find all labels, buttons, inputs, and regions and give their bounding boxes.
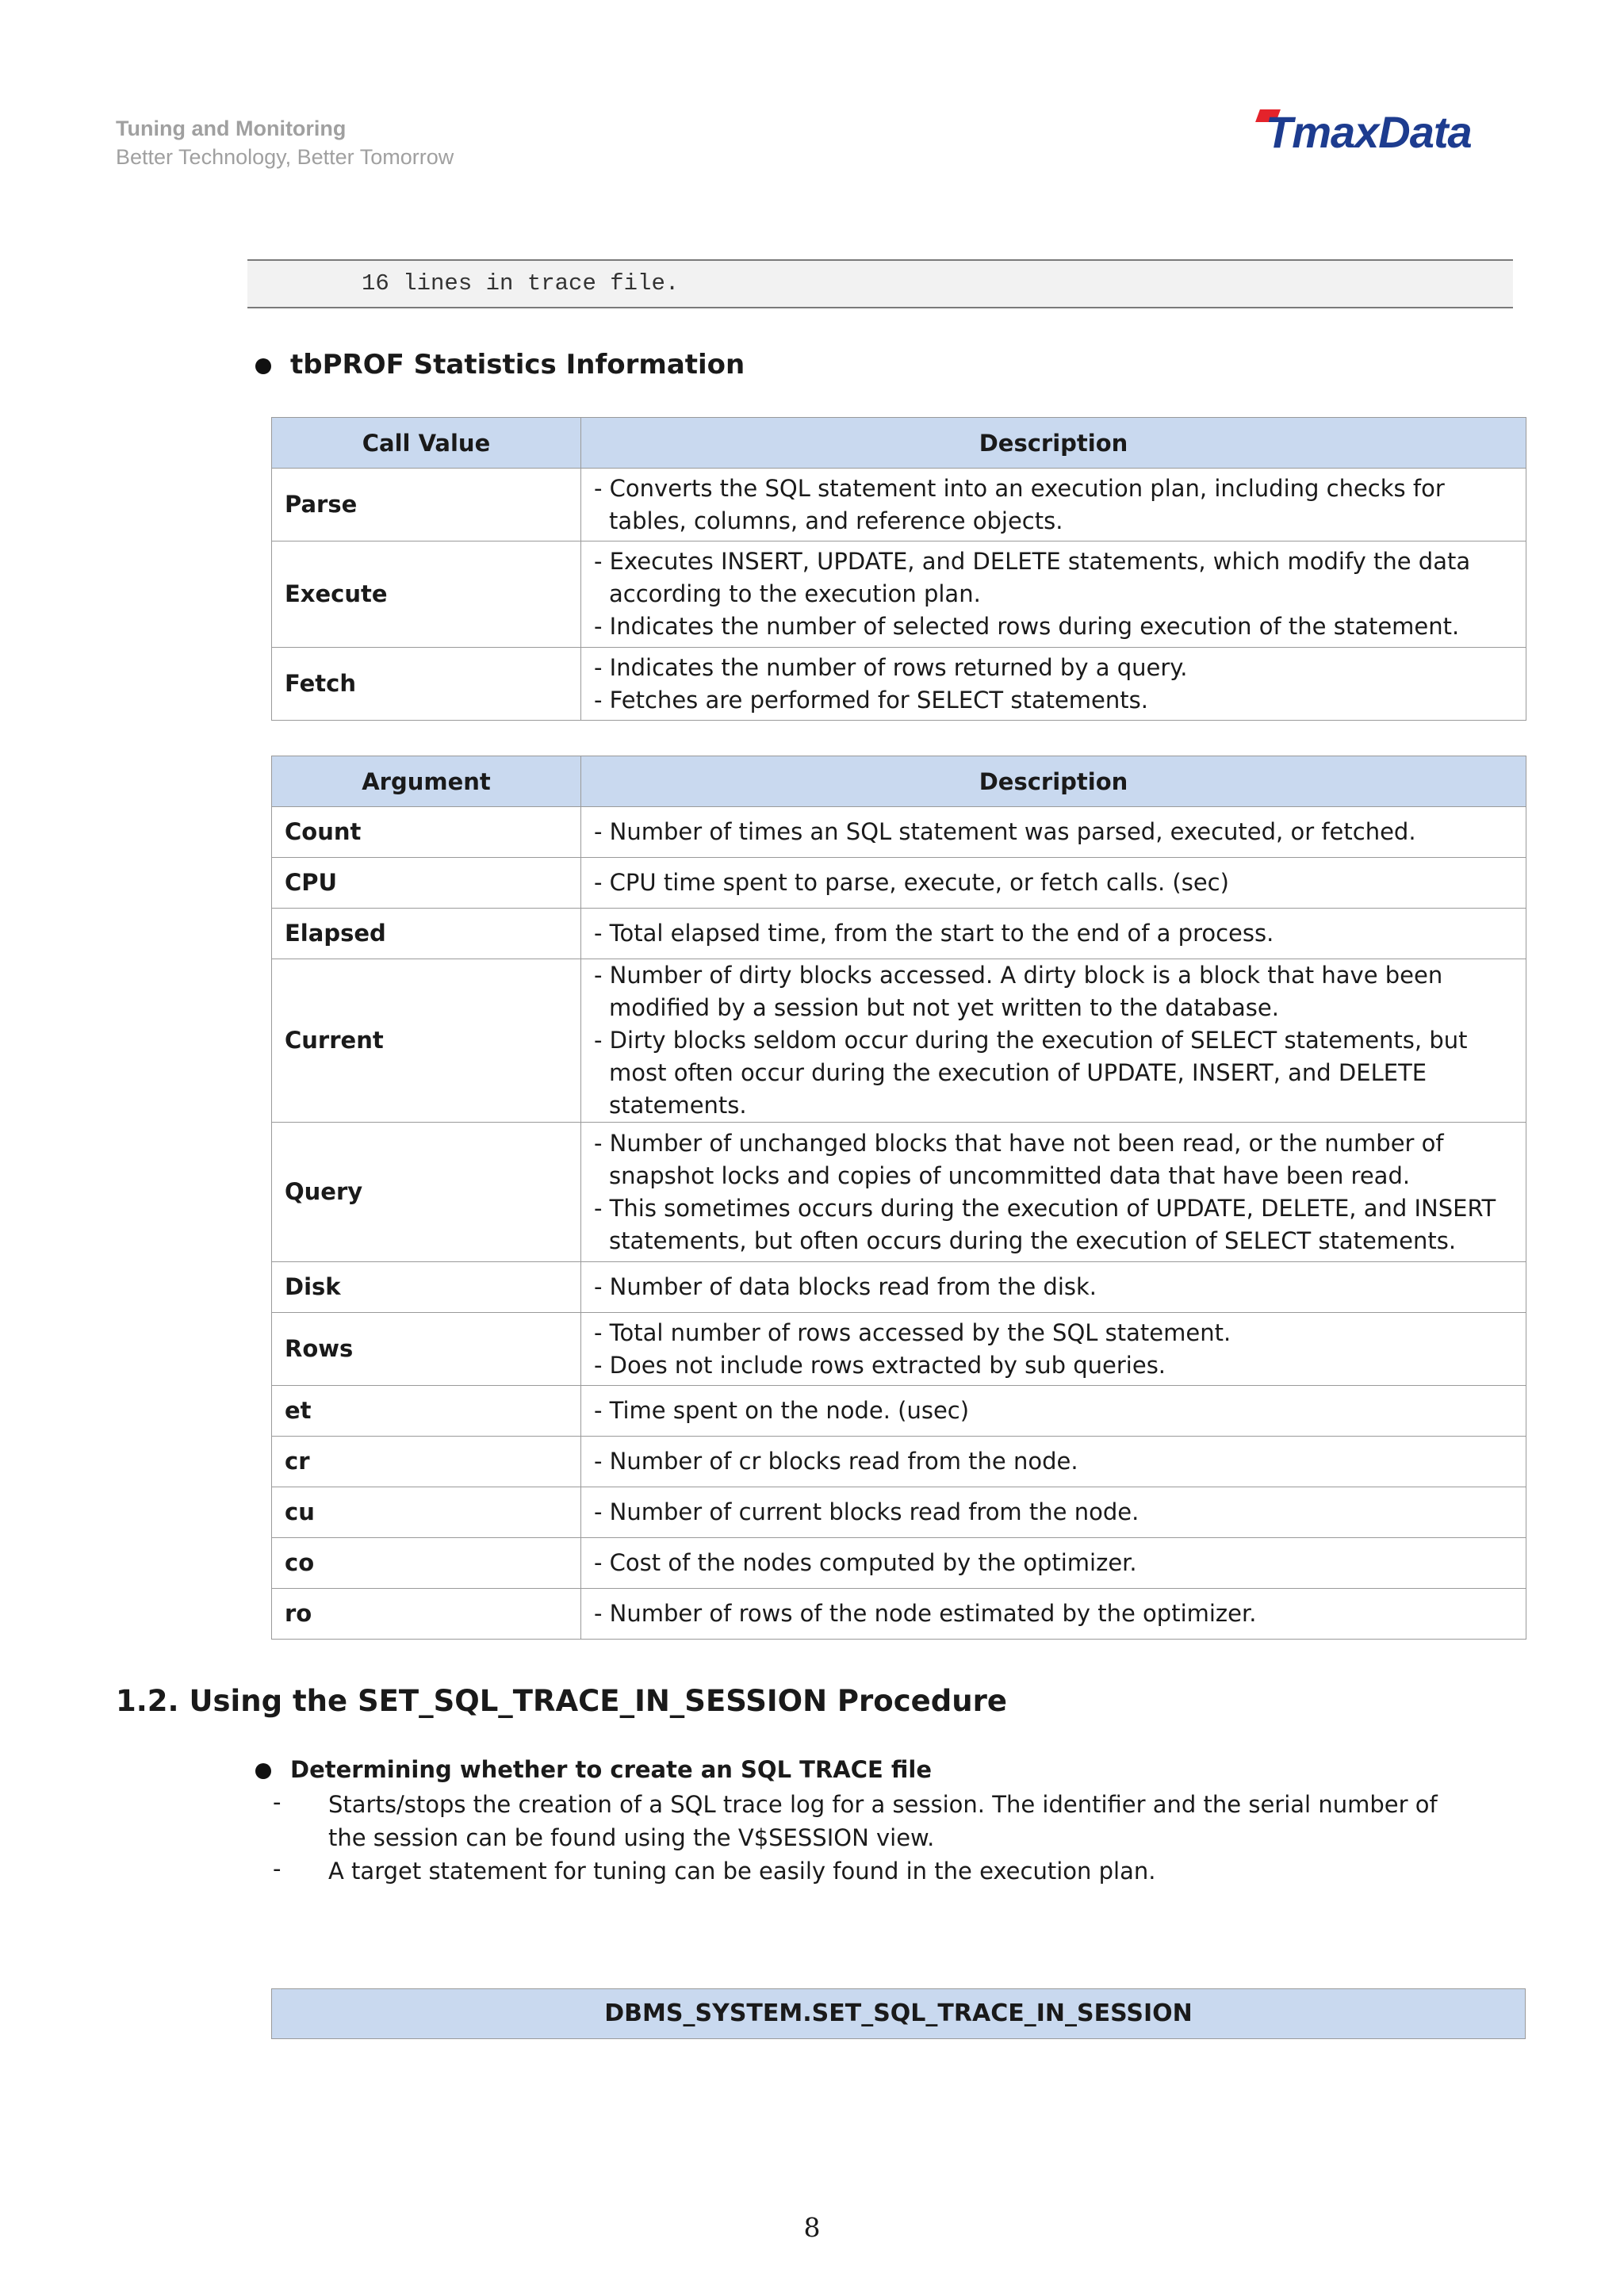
arg-description: - Time spent on the node. (usec)	[581, 1386, 1526, 1437]
table-row	[272, 1386, 1526, 1437]
running-header	[116, 114, 454, 171]
arg-key: Elapsed	[272, 909, 581, 959]
section-heading: 1.2. Using the SET_SQL_TRACE_IN_SESSION Procedure	[116, 1684, 1007, 1718]
table-row	[272, 1123, 1526, 1262]
sub-bullet-title: Determining whether to create an SQL TRACE file	[290, 1756, 933, 1783]
arg-description: - Number of cr blocks read from the node.	[581, 1437, 1526, 1487]
dash-marker: -	[273, 1789, 282, 1816]
table-row	[272, 807, 1526, 858]
procedure-header: DBMS_SYSTEM.SET_SQL_TRACE_IN_SESSION	[271, 1988, 1526, 2039]
table-row	[272, 1487, 1526, 1538]
call-table-header: Call Value	[272, 418, 581, 469]
arg-table-header: Argument	[272, 756, 581, 807]
call-description: - Converts the SQL statement into an execution plan, including checks for tables, columns, and reference objects.	[581, 469, 1526, 541]
arg-key: Query	[272, 1123, 581, 1262]
call-table-header: Description	[581, 418, 1526, 469]
arg-description: - Number of current blocks read from the node.	[581, 1487, 1526, 1538]
table-row	[272, 541, 1526, 648]
arg-key: Rows	[272, 1313, 581, 1386]
bullet-icon	[255, 1763, 271, 1779]
arg-key: Current	[272, 959, 581, 1123]
table-row	[272, 469, 1526, 541]
call-description: - Executes INSERT, UPDATE, and DELETE statements, which modify the data according to the execution plan. - Indicates the number of selected rows during execution of the statement.	[581, 541, 1526, 648]
call-description: - Indicates the number of rows returned by a query. - Fetches are performed for SELECT statements.	[581, 648, 1526, 721]
arg-table-header: Description	[581, 756, 1526, 807]
call-key: Execute	[272, 541, 581, 648]
arg-description: - CPU time spent to parse, execute, or fetch calls. (sec)	[581, 858, 1526, 909]
arg-description: - Number of data blocks read from the disk.	[581, 1262, 1526, 1313]
stats-title: tbPROF Statistics Information	[290, 349, 745, 381]
table-row	[272, 959, 1526, 1123]
table-row	[272, 1538, 1526, 1589]
arg-key: Count	[272, 807, 581, 858]
dash-marker: -	[273, 1855, 282, 1882]
arg-key: Disk	[272, 1262, 581, 1313]
bullet-icon	[255, 358, 271, 374]
header-title: Tuning and Monitoring	[116, 117, 347, 140]
table-row	[272, 1262, 1526, 1313]
code-block	[247, 259, 1513, 308]
arg-key: cr	[272, 1437, 581, 1487]
table-row	[272, 858, 1526, 909]
arg-description: - Number of dirty blocks accessed. A dirty block is a block that have been modified by a session but not yet written to the database. - Dirty blocks seldom occur during the execution of SELECT statements, but most often occur during the execution of UPDATE, INSERT, and DELETE statements.	[581, 959, 1526, 1123]
tmaxdata-logo	[1258, 105, 1511, 162]
arg-key: cu	[272, 1487, 581, 1538]
arg-description: - Number of times an SQL statement was parsed, executed, or fetched.	[581, 807, 1526, 858]
list-item: Starts/stops the creation of a SQL trace log for a session. The identifier and the serial number of the session can be found using the V$SESSION view.	[328, 1791, 1438, 1851]
table-row	[272, 909, 1526, 959]
table-row	[272, 1589, 1526, 1640]
arg-key: ro	[272, 1589, 581, 1640]
call-key: Fetch	[272, 648, 581, 721]
arg-description: - Total number of rows accessed by the SQL statement. - Does not include rows extracted by sub queries.	[581, 1313, 1526, 1386]
table-row	[272, 1437, 1526, 1487]
arg-key: CPU	[272, 858, 581, 909]
call-key: Parse	[272, 469, 581, 541]
argument-table	[271, 756, 1526, 1640]
arg-key: co	[272, 1538, 581, 1589]
header-tagline: Better Technology, Better Tomorrow	[116, 145, 454, 169]
code-line: 16 lines in trace file.	[362, 270, 680, 297]
table-row	[272, 648, 1526, 721]
list-item: A target statement for tuning can be easily found in the execution plan.	[328, 1858, 1156, 1885]
arg-description: - Total elapsed time, from the start to the end of a process.	[581, 909, 1526, 959]
page-number: 8	[803, 2212, 821, 2243]
call-value-table	[271, 417, 1526, 721]
logo-text: TmaxData	[1266, 107, 1472, 157]
arg-description: - Number of unchanged blocks that have not been read, or the number of snapshot locks and copies of uncommitted data that have been read. - This sometimes occurs during the execution of UPDATE, DELETE, and INSERT statements, but often occurs during the execution of SELECT statements.	[581, 1123, 1526, 1262]
arg-key: et	[272, 1386, 581, 1437]
table-row	[272, 1313, 1526, 1386]
arg-description: - Number of rows of the node estimated by the optimizer.	[581, 1589, 1526, 1640]
arg-description: - Cost of the nodes computed by the optimizer.	[581, 1538, 1526, 1589]
